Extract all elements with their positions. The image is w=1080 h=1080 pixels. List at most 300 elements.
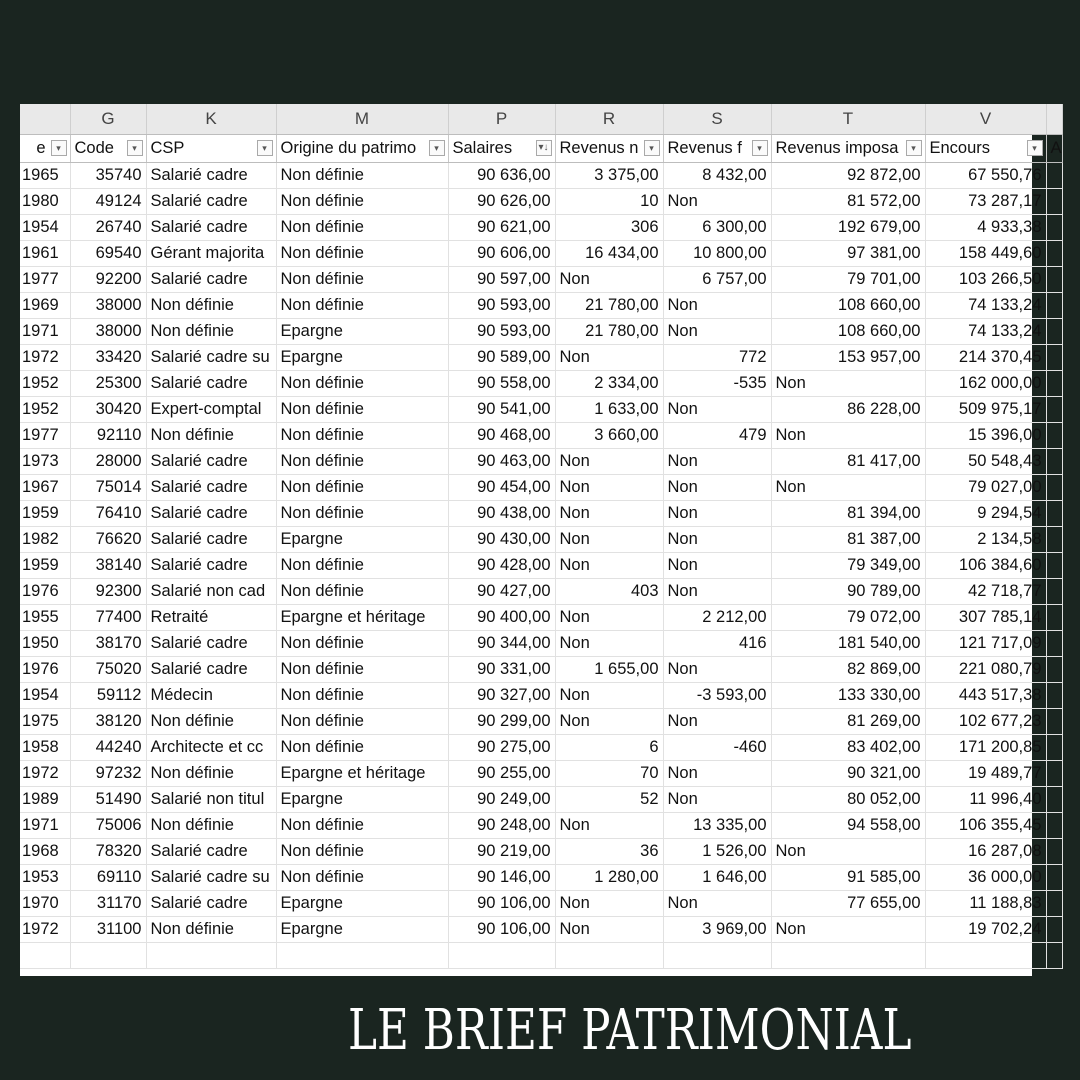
table-cell[interactable]: 1968 bbox=[20, 838, 70, 864]
table-cell-empty[interactable] bbox=[1046, 812, 1062, 838]
table-cell[interactable]: 1 280,00 bbox=[555, 864, 663, 890]
table-cell[interactable]: 1971 bbox=[20, 318, 70, 344]
table-cell[interactable]: -460 bbox=[663, 734, 771, 760]
table-cell[interactable]: 31100 bbox=[70, 916, 146, 942]
table-cell[interactable]: Non bbox=[663, 656, 771, 682]
table-cell[interactable]: Non bbox=[663, 578, 771, 604]
table-cell[interactable]: 30420 bbox=[70, 396, 146, 422]
table-cell[interactable]: 1972 bbox=[20, 760, 70, 786]
table-cell[interactable]: Non bbox=[663, 188, 771, 214]
table-cell[interactable]: Salarié cadre bbox=[146, 448, 276, 474]
column-letter[interactable]: G bbox=[70, 104, 146, 134]
table-cell[interactable]: 15 396,00 bbox=[925, 422, 1046, 448]
table-cell[interactable]: 49124 bbox=[70, 188, 146, 214]
table-cell[interactable]: 1972 bbox=[20, 916, 70, 942]
table-cell-empty[interactable] bbox=[1046, 838, 1062, 864]
table-cell[interactable]: 59112 bbox=[70, 682, 146, 708]
table-cell[interactable]: Non définie bbox=[276, 682, 448, 708]
table-cell[interactable]: 1953 bbox=[20, 864, 70, 890]
table-cell[interactable]: 81 394,00 bbox=[771, 500, 925, 526]
table-cell-empty[interactable] bbox=[663, 942, 771, 968]
table-cell-empty[interactable] bbox=[1046, 318, 1062, 344]
table-cell[interactable]: Non définie bbox=[276, 448, 448, 474]
table-cell[interactable]: 2 334,00 bbox=[555, 370, 663, 396]
table-cell[interactable]: 80 052,00 bbox=[771, 786, 925, 812]
table-cell[interactable]: 78320 bbox=[70, 838, 146, 864]
table-cell[interactable]: 6 757,00 bbox=[663, 266, 771, 292]
table-cell[interactable]: 158 449,60 bbox=[925, 240, 1046, 266]
table-cell[interactable]: 92300 bbox=[70, 578, 146, 604]
table-cell[interactable]: Non définie bbox=[276, 292, 448, 318]
table-cell[interactable]: Non définie bbox=[276, 656, 448, 682]
table-cell[interactable]: 44240 bbox=[70, 734, 146, 760]
table-cell[interactable]: 443 517,38 bbox=[925, 682, 1046, 708]
table-cell[interactable]: Non définie bbox=[146, 916, 276, 942]
table-cell[interactable]: 38000 bbox=[70, 318, 146, 344]
table-cell[interactable]: 82 869,00 bbox=[771, 656, 925, 682]
table-cell[interactable]: Epargne bbox=[276, 344, 448, 370]
table-cell[interactable]: 38170 bbox=[70, 630, 146, 656]
table-cell-empty[interactable] bbox=[1046, 396, 1062, 422]
table-cell[interactable]: 1 633,00 bbox=[555, 396, 663, 422]
table-cell-empty[interactable] bbox=[20, 942, 70, 968]
table-cell[interactable]: 38140 bbox=[70, 552, 146, 578]
table-cell[interactable]: -3 593,00 bbox=[663, 682, 771, 708]
filter-dropdown-button[interactable]: ▾ bbox=[51, 140, 67, 156]
table-cell[interactable]: Non bbox=[771, 916, 925, 942]
table-cell[interactable]: Salarié cadre bbox=[146, 552, 276, 578]
table-cell[interactable]: 1989 bbox=[20, 786, 70, 812]
table-cell[interactable]: 90 636,00 bbox=[448, 162, 555, 188]
table-cell[interactable]: Non bbox=[663, 760, 771, 786]
column-letter[interactable]: V bbox=[925, 104, 1046, 134]
table-cell-empty[interactable] bbox=[1046, 370, 1062, 396]
table-cell-empty[interactable] bbox=[1046, 916, 1062, 942]
table-cell[interactable]: 90 438,00 bbox=[448, 500, 555, 526]
table-cell[interactable]: 92200 bbox=[70, 266, 146, 292]
table-cell[interactable]: Non bbox=[555, 708, 663, 734]
table-cell[interactable]: 1976 bbox=[20, 656, 70, 682]
table-cell[interactable]: 90 331,00 bbox=[448, 656, 555, 682]
table-cell[interactable]: 90 400,00 bbox=[448, 604, 555, 630]
table-cell[interactable]: Non bbox=[663, 474, 771, 500]
table-cell[interactable]: Non bbox=[555, 448, 663, 474]
table-cell[interactable]: 91 585,00 bbox=[771, 864, 925, 890]
table-cell[interactable]: 108 660,00 bbox=[771, 318, 925, 344]
table-cell[interactable]: Non bbox=[663, 786, 771, 812]
table-cell[interactable]: Non bbox=[555, 604, 663, 630]
table-cell-empty[interactable] bbox=[146, 942, 276, 968]
table-cell-empty[interactable] bbox=[771, 942, 925, 968]
table-cell[interactable]: 509 975,17 bbox=[925, 396, 1046, 422]
column-letter[interactable]: P bbox=[448, 104, 555, 134]
table-cell[interactable]: Epargne et héritage bbox=[276, 760, 448, 786]
table-cell[interactable]: 1959 bbox=[20, 552, 70, 578]
column-letter[interactable]: T bbox=[771, 104, 925, 134]
table-cell[interactable]: 1 655,00 bbox=[555, 656, 663, 682]
table-cell[interactable]: Non définie bbox=[276, 396, 448, 422]
table-cell[interactable]: 3 660,00 bbox=[555, 422, 663, 448]
column-letter[interactable] bbox=[20, 104, 70, 134]
table-cell[interactable]: Non bbox=[663, 552, 771, 578]
table-cell-empty[interactable] bbox=[1046, 630, 1062, 656]
table-cell[interactable]: 16 434,00 bbox=[555, 240, 663, 266]
table-cell[interactable]: 76620 bbox=[70, 526, 146, 552]
table-cell-empty[interactable] bbox=[1046, 240, 1062, 266]
table-cell[interactable]: 6 bbox=[555, 734, 663, 760]
table-cell-empty[interactable] bbox=[1046, 448, 1062, 474]
table-cell[interactable]: 1980 bbox=[20, 188, 70, 214]
table-cell[interactable]: 10 800,00 bbox=[663, 240, 771, 266]
table-cell[interactable]: Retraité bbox=[146, 604, 276, 630]
table-cell[interactable]: Non définie bbox=[276, 630, 448, 656]
table-cell-empty[interactable] bbox=[1046, 708, 1062, 734]
column-letter[interactable]: R bbox=[555, 104, 663, 134]
table-cell[interactable]: Non bbox=[663, 890, 771, 916]
table-cell[interactable]: 51490 bbox=[70, 786, 146, 812]
table-cell[interactable]: 1975 bbox=[20, 708, 70, 734]
table-cell-empty[interactable] bbox=[1046, 734, 1062, 760]
table-cell[interactable]: 1 526,00 bbox=[663, 838, 771, 864]
table-cell[interactable]: 81 269,00 bbox=[771, 708, 925, 734]
filter-dropdown-button[interactable]: ▾ bbox=[257, 140, 273, 156]
table-cell[interactable]: 3 375,00 bbox=[555, 162, 663, 188]
table-cell[interactable]: 81 417,00 bbox=[771, 448, 925, 474]
table-cell[interactable]: 1952 bbox=[20, 396, 70, 422]
table-cell-empty[interactable] bbox=[70, 942, 146, 968]
column-letter[interactable]: K bbox=[146, 104, 276, 134]
table-cell-empty[interactable] bbox=[276, 942, 448, 968]
table-cell-empty[interactable] bbox=[1046, 292, 1062, 318]
table-cell[interactable]: 106 355,45 bbox=[925, 812, 1046, 838]
table-cell[interactable]: Non bbox=[663, 318, 771, 344]
table-cell[interactable]: 90 219,00 bbox=[448, 838, 555, 864]
table-cell-empty[interactable] bbox=[1046, 500, 1062, 526]
table-cell-empty[interactable] bbox=[1046, 656, 1062, 682]
table-cell[interactable]: Non définie bbox=[276, 864, 448, 890]
table-cell[interactable]: 307 785,14 bbox=[925, 604, 1046, 630]
table-cell[interactable]: 4 933,38 bbox=[925, 214, 1046, 240]
filter-dropdown-button[interactable]: ▾ bbox=[906, 140, 922, 156]
table-cell[interactable]: 90 463,00 bbox=[448, 448, 555, 474]
table-cell[interactable]: 2 134,58 bbox=[925, 526, 1046, 552]
table-cell[interactable]: Gérant majorita bbox=[146, 240, 276, 266]
table-cell[interactable]: Epargne et héritage bbox=[276, 604, 448, 630]
table-cell-empty[interactable] bbox=[1046, 786, 1062, 812]
column-letter[interactable] bbox=[1046, 104, 1062, 134]
table-cell[interactable]: 90 430,00 bbox=[448, 526, 555, 552]
table-cell[interactable]: 10 bbox=[555, 188, 663, 214]
sort-filter-button[interactable]: ▾↓ bbox=[536, 140, 552, 156]
table-cell[interactable]: Non définie bbox=[276, 812, 448, 838]
table-cell[interactable]: 90 299,00 bbox=[448, 708, 555, 734]
table-cell[interactable]: 21 780,00 bbox=[555, 292, 663, 318]
table-cell[interactable]: 90 789,00 bbox=[771, 578, 925, 604]
table-cell[interactable]: Non définie bbox=[276, 734, 448, 760]
table-cell[interactable]: Non bbox=[555, 500, 663, 526]
table-cell[interactable]: Non bbox=[555, 526, 663, 552]
table-cell-empty[interactable] bbox=[1046, 422, 1062, 448]
table-cell[interactable]: 35740 bbox=[70, 162, 146, 188]
table-cell[interactable]: Non bbox=[663, 526, 771, 552]
table-cell[interactable]: 90 427,00 bbox=[448, 578, 555, 604]
table-cell[interactable]: Non bbox=[555, 266, 663, 292]
table-cell[interactable]: 1977 bbox=[20, 422, 70, 448]
table-cell[interactable]: 36 bbox=[555, 838, 663, 864]
table-cell[interactable]: Non définie bbox=[276, 422, 448, 448]
table-cell[interactable]: Non définie bbox=[276, 240, 448, 266]
table-cell[interactable]: Non bbox=[555, 916, 663, 942]
table-cell[interactable]: 16 287,08 bbox=[925, 838, 1046, 864]
table-cell[interactable]: 90 558,00 bbox=[448, 370, 555, 396]
table-cell[interactable]: 90 454,00 bbox=[448, 474, 555, 500]
table-cell[interactable]: 1976 bbox=[20, 578, 70, 604]
table-cell[interactable]: Non définie bbox=[146, 760, 276, 786]
table-cell[interactable]: 11 188,83 bbox=[925, 890, 1046, 916]
table-cell[interactable]: Non définie bbox=[146, 292, 276, 318]
table-cell[interactable]: 76410 bbox=[70, 500, 146, 526]
table-cell[interactable]: 13 335,00 bbox=[663, 812, 771, 838]
table-cell[interactable]: Non définie bbox=[276, 578, 448, 604]
filter-dropdown-button[interactable]: ▾ bbox=[429, 140, 445, 156]
table-cell-empty[interactable] bbox=[1046, 474, 1062, 500]
table-cell[interactable]: 75020 bbox=[70, 656, 146, 682]
table-cell[interactable]: 97 381,00 bbox=[771, 240, 925, 266]
table-cell[interactable]: 28000 bbox=[70, 448, 146, 474]
table-cell-empty[interactable] bbox=[1046, 526, 1062, 552]
table-cell[interactable]: Salarié cadre bbox=[146, 370, 276, 396]
table-cell[interactable]: Salarié cadre bbox=[146, 526, 276, 552]
table-cell[interactable]: 86 228,00 bbox=[771, 396, 925, 422]
table-cell[interactable]: 1972 bbox=[20, 344, 70, 370]
table-cell[interactable]: 90 606,00 bbox=[448, 240, 555, 266]
table-cell[interactable]: 90 106,00 bbox=[448, 890, 555, 916]
table-cell[interactable]: Non définie bbox=[146, 812, 276, 838]
table-cell[interactable]: 90 428,00 bbox=[448, 552, 555, 578]
table-cell[interactable]: 221 080,79 bbox=[925, 656, 1046, 682]
table-cell[interactable]: 3 969,00 bbox=[663, 916, 771, 942]
table-cell[interactable]: 90 249,00 bbox=[448, 786, 555, 812]
table-cell[interactable]: 214 370,45 bbox=[925, 344, 1046, 370]
table-cell[interactable]: Salarié cadre bbox=[146, 214, 276, 240]
table-cell[interactable]: Salarié cadre bbox=[146, 162, 276, 188]
table-cell[interactable]: Non bbox=[663, 292, 771, 318]
table-cell[interactable]: Epargne bbox=[276, 890, 448, 916]
table-cell[interactable]: 69540 bbox=[70, 240, 146, 266]
table-cell[interactable]: 38120 bbox=[70, 708, 146, 734]
table-cell-empty[interactable] bbox=[1046, 682, 1062, 708]
table-cell[interactable]: Epargne bbox=[276, 786, 448, 812]
table-cell[interactable]: Non définie bbox=[276, 474, 448, 500]
table-cell[interactable]: Non bbox=[663, 500, 771, 526]
table-cell[interactable]: Salarié cadre bbox=[146, 500, 276, 526]
table-cell[interactable]: Non bbox=[555, 682, 663, 708]
table-cell[interactable]: 1954 bbox=[20, 682, 70, 708]
table-cell[interactable]: 19 489,77 bbox=[925, 760, 1046, 786]
table-cell[interactable]: 90 321,00 bbox=[771, 760, 925, 786]
table-cell[interactable]: Salarié cadre bbox=[146, 838, 276, 864]
table-cell-empty[interactable] bbox=[1046, 344, 1062, 370]
table-cell[interactable]: Non bbox=[663, 708, 771, 734]
table-cell[interactable]: Architecte et cc bbox=[146, 734, 276, 760]
table-cell[interactable]: Médecin bbox=[146, 682, 276, 708]
table-cell[interactable]: 103 266,50 bbox=[925, 266, 1046, 292]
table-cell[interactable]: 416 bbox=[663, 630, 771, 656]
table-cell-empty[interactable] bbox=[1046, 604, 1062, 630]
table-cell[interactable]: 50 548,43 bbox=[925, 448, 1046, 474]
table-cell[interactable]: 81 572,00 bbox=[771, 188, 925, 214]
table-cell[interactable]: 1959 bbox=[20, 500, 70, 526]
table-cell[interactable]: 26740 bbox=[70, 214, 146, 240]
table-cell[interactable]: 97232 bbox=[70, 760, 146, 786]
table-cell[interactable]: 90 541,00 bbox=[448, 396, 555, 422]
table-cell-empty[interactable] bbox=[1046, 214, 1062, 240]
table-cell[interactable]: 1971 bbox=[20, 812, 70, 838]
table-cell[interactable]: 1970 bbox=[20, 890, 70, 916]
table-cell[interactable]: Epargne bbox=[276, 318, 448, 344]
table-cell[interactable]: 75006 bbox=[70, 812, 146, 838]
table-cell[interactable]: 1 646,00 bbox=[663, 864, 771, 890]
table-cell[interactable]: Non définie bbox=[146, 708, 276, 734]
table-cell[interactable]: 52 bbox=[555, 786, 663, 812]
table-cell-empty[interactable] bbox=[448, 942, 555, 968]
table-cell-empty[interactable] bbox=[555, 942, 663, 968]
table-cell[interactable]: Non définie bbox=[276, 500, 448, 526]
table-cell[interactable]: Non bbox=[771, 838, 925, 864]
table-cell[interactable]: 1950 bbox=[20, 630, 70, 656]
table-cell[interactable]: 102 677,23 bbox=[925, 708, 1046, 734]
table-cell[interactable]: 92110 bbox=[70, 422, 146, 448]
table-cell[interactable]: 192 679,00 bbox=[771, 214, 925, 240]
table-cell[interactable]: 90 626,00 bbox=[448, 188, 555, 214]
table-cell[interactable]: 133 330,00 bbox=[771, 682, 925, 708]
table-cell[interactable]: Non bbox=[771, 370, 925, 396]
table-cell-empty[interactable] bbox=[1046, 266, 1062, 292]
table-cell[interactable]: 1973 bbox=[20, 448, 70, 474]
table-cell[interactable]: 1961 bbox=[20, 240, 70, 266]
table-cell[interactable]: 77 655,00 bbox=[771, 890, 925, 916]
table-cell[interactable]: Non bbox=[771, 474, 925, 500]
table-cell[interactable]: 772 bbox=[663, 344, 771, 370]
table-cell[interactable]: Salarié non titul bbox=[146, 786, 276, 812]
table-cell[interactable]: Salarié cadre bbox=[146, 188, 276, 214]
table-cell[interactable]: Epargne bbox=[276, 916, 448, 942]
table-cell-empty[interactable] bbox=[1046, 552, 1062, 578]
table-cell[interactable]: 162 000,00 bbox=[925, 370, 1046, 396]
table-cell[interactable]: Non définie bbox=[276, 266, 448, 292]
table-cell-empty[interactable] bbox=[1046, 942, 1062, 968]
table-cell[interactable]: Salarié cadre bbox=[146, 266, 276, 292]
table-cell[interactable]: 1967 bbox=[20, 474, 70, 500]
table-cell[interactable]: 90 621,00 bbox=[448, 214, 555, 240]
table-cell[interactable]: 11 996,40 bbox=[925, 786, 1046, 812]
table-cell[interactable]: 90 468,00 bbox=[448, 422, 555, 448]
table-cell[interactable]: 70 bbox=[555, 760, 663, 786]
table-cell[interactable]: Salarié cadre bbox=[146, 474, 276, 500]
table-cell[interactable]: 1982 bbox=[20, 526, 70, 552]
table-cell[interactable]: Non définie bbox=[276, 162, 448, 188]
table-cell[interactable]: 31170 bbox=[70, 890, 146, 916]
table-cell[interactable]: Non bbox=[555, 552, 663, 578]
table-cell[interactable]: 81 387,00 bbox=[771, 526, 925, 552]
table-cell[interactable]: 21 780,00 bbox=[555, 318, 663, 344]
table-cell[interactable]: 1969 bbox=[20, 292, 70, 318]
filter-dropdown-button[interactable]: ▾ bbox=[752, 140, 768, 156]
table-cell[interactable]: Salarié cadre bbox=[146, 630, 276, 656]
table-cell[interactable]: Expert-comptal bbox=[146, 396, 276, 422]
table-cell[interactable]: 75014 bbox=[70, 474, 146, 500]
table-cell[interactable]: 1958 bbox=[20, 734, 70, 760]
table-cell[interactable]: 90 255,00 bbox=[448, 760, 555, 786]
column-letter[interactable]: M bbox=[276, 104, 448, 134]
table-cell[interactable]: 73 287,17 bbox=[925, 188, 1046, 214]
table-cell[interactable]: Non bbox=[771, 422, 925, 448]
filter-dropdown-button[interactable]: ▾ bbox=[644, 140, 660, 156]
table-cell[interactable]: 181 540,00 bbox=[771, 630, 925, 656]
table-cell[interactable]: 153 957,00 bbox=[771, 344, 925, 370]
table-cell[interactable]: 67 550,76 bbox=[925, 162, 1046, 188]
table-cell[interactable]: 6 300,00 bbox=[663, 214, 771, 240]
table-cell[interactable]: 90 275,00 bbox=[448, 734, 555, 760]
table-cell[interactable]: Non définie bbox=[276, 188, 448, 214]
table-cell[interactable]: 69110 bbox=[70, 864, 146, 890]
table-cell[interactable]: 1977 bbox=[20, 266, 70, 292]
table-cell[interactable]: 90 597,00 bbox=[448, 266, 555, 292]
table-cell[interactable]: 479 bbox=[663, 422, 771, 448]
table-cell[interactable]: 79 027,00 bbox=[925, 474, 1046, 500]
table-cell[interactable]: 36 000,00 bbox=[925, 864, 1046, 890]
table-cell[interactable]: 74 133,24 bbox=[925, 292, 1046, 318]
table-cell-empty[interactable] bbox=[1046, 188, 1062, 214]
table-cell[interactable]: Non définie bbox=[276, 708, 448, 734]
column-letter[interactable]: S bbox=[663, 104, 771, 134]
table-cell[interactable]: 90 106,00 bbox=[448, 916, 555, 942]
table-cell[interactable]: Salarié non cad bbox=[146, 578, 276, 604]
table-cell[interactable]: 79 072,00 bbox=[771, 604, 925, 630]
table-cell[interactable]: 1954 bbox=[20, 214, 70, 240]
table-cell[interactable]: 90 327,00 bbox=[448, 682, 555, 708]
table-cell[interactable]: 90 146,00 bbox=[448, 864, 555, 890]
table-cell[interactable]: 38000 bbox=[70, 292, 146, 318]
table-cell[interactable]: Non définie bbox=[276, 214, 448, 240]
table-cell[interactable]: 92 872,00 bbox=[771, 162, 925, 188]
table-cell[interactable]: 19 702,24 bbox=[925, 916, 1046, 942]
table-cell[interactable]: Non définie bbox=[146, 422, 276, 448]
table-cell[interactable]: 106 384,60 bbox=[925, 552, 1046, 578]
table-cell[interactable]: 9 294,54 bbox=[925, 500, 1046, 526]
table-cell[interactable]: 83 402,00 bbox=[771, 734, 925, 760]
table-cell-empty[interactable] bbox=[1046, 578, 1062, 604]
table-cell-empty[interactable] bbox=[925, 942, 1046, 968]
table-cell[interactable]: Salarié cadre su bbox=[146, 344, 276, 370]
table-cell[interactable]: Salarié cadre su bbox=[146, 864, 276, 890]
filter-dropdown-button[interactable]: ▾ bbox=[127, 140, 143, 156]
table-cell[interactable]: 74 133,24 bbox=[925, 318, 1046, 344]
table-cell[interactable]: -535 bbox=[663, 370, 771, 396]
table-cell[interactable]: 403 bbox=[555, 578, 663, 604]
table-cell[interactable]: 2 212,00 bbox=[663, 604, 771, 630]
table-cell[interactable]: 79 349,00 bbox=[771, 552, 925, 578]
table-cell[interactable]: Salarié cadre bbox=[146, 656, 276, 682]
table-cell[interactable]: Non bbox=[555, 890, 663, 916]
table-cell[interactable]: Non bbox=[663, 396, 771, 422]
table-cell[interactable]: Salarié cadre bbox=[146, 890, 276, 916]
table-cell[interactable]: 171 200,85 bbox=[925, 734, 1046, 760]
table-cell[interactable]: Non bbox=[555, 474, 663, 500]
table-cell-empty[interactable] bbox=[1046, 890, 1062, 916]
table-cell[interactable]: 42 718,77 bbox=[925, 578, 1046, 604]
table-cell[interactable]: 1965 bbox=[20, 162, 70, 188]
